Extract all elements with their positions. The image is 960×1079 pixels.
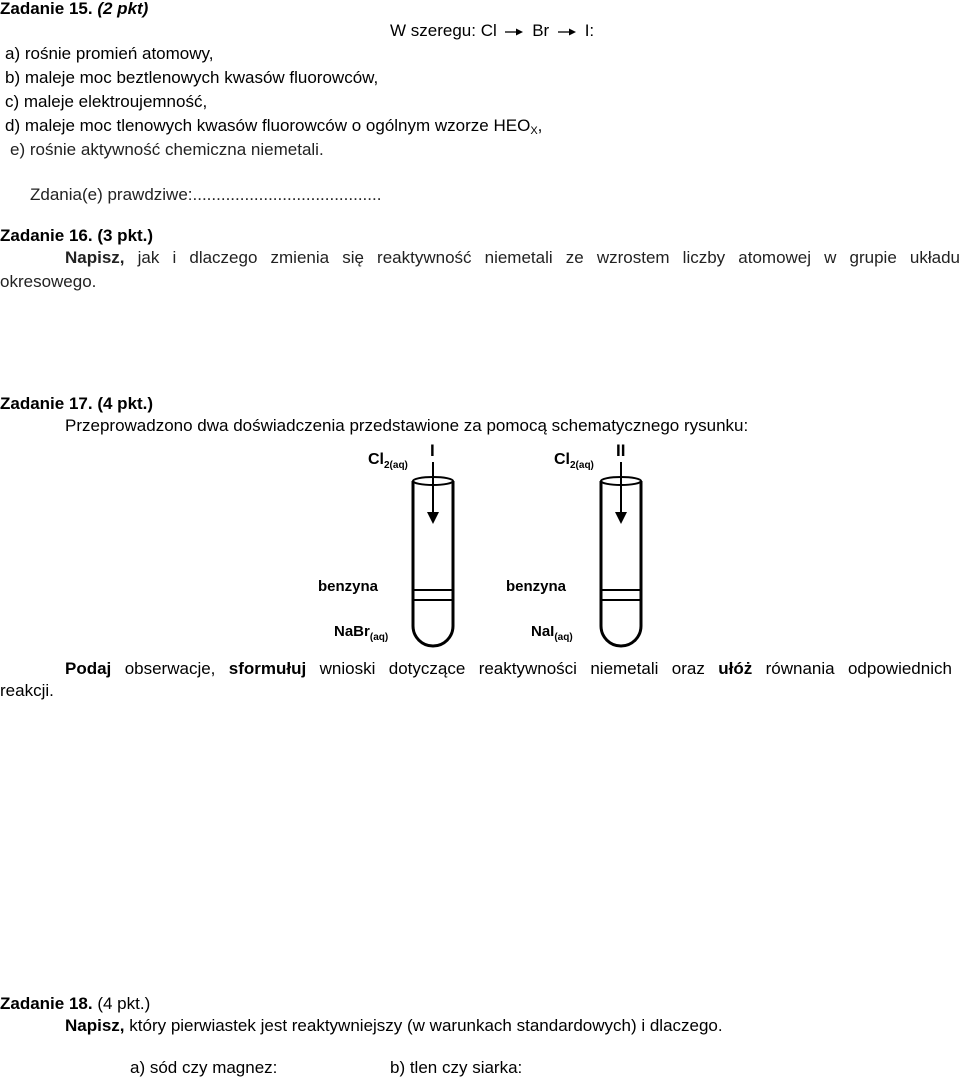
task16-text-line1 [65, 249, 960, 266]
test-tube-i [318, 441, 453, 646]
task17-text1: obserwacje, [124, 659, 216, 678]
task16-title: Zadanie 16. [0, 226, 93, 245]
arrow-down-icon [427, 512, 439, 524]
task18-instruction [65, 1017, 723, 1034]
task17-points: (4 pkt.) [97, 394, 154, 413]
task17-verb-podaj: Podaj [65, 659, 112, 678]
task18-option-a: a) sód czy magnez: [130, 1058, 278, 1077]
series-i: I: [584, 21, 595, 40]
tube1-label: I [430, 441, 435, 460]
task16-text-line2: okresowego. [0, 272, 97, 291]
task17-verb-sformuluj: sformułuj [228, 659, 307, 678]
task15-heading [0, 0, 148, 17]
task17-intro: Przeprowadzono dwa doświadczenia przedstawione za pomocą schematycznego rysunku: [65, 416, 749, 435]
tube2-label: II [616, 441, 626, 460]
task18-heading [0, 995, 150, 1012]
task16-line1: jak i dlaczego zmienia się reaktywność niemetali ze wzrostem liczby atomowej w grupie układu [137, 248, 960, 267]
task16-verb: Napisz, [65, 248, 125, 267]
tube2-upper-layer-label: benzyna [506, 578, 567, 595]
tube1-upper-layer-label: benzyna [318, 578, 379, 595]
task15-item-a: a) rośnie promień atomowy, [5, 44, 214, 63]
task17-text3: równania odpowiednich [765, 659, 952, 678]
tube2-bottom-label: NaI$_{(aq)}$ [531, 623, 573, 643]
task17-instruction-line2: reakcji. [0, 681, 54, 700]
task15-item-d [5, 117, 542, 137]
task15-item-d-text: d) maleje moc tlenowych kwasów fluorowców o ogólnym wzorze HEO [5, 116, 531, 135]
task16-points: (3 pkt.) [97, 226, 154, 245]
task16-heading [0, 227, 153, 244]
tube2-reagent: $Cl_{2(aq)}$ [554, 451, 594, 471]
task15-answer-prompt: Zdania(e) prawdziwe:........................................ [30, 185, 382, 204]
task18-text: który pierwiastek jest reaktywniejszy (w warunkach standardowych) i dlaczego. [129, 1016, 723, 1035]
tube1-bottom-label: NaBr$_{(aq)}$ [334, 623, 389, 643]
task18-points: (4 pkt.) [97, 994, 151, 1013]
task18-option-b: b) tlen czy siarka: [390, 1058, 523, 1077]
series-prefix: W szeregu: Cl [390, 21, 497, 40]
task17-text2: wnioski dotyczące reaktywności niemetali oraz [319, 659, 705, 678]
tube1-reagent: $Cl_{2(aq)}$ [368, 451, 408, 471]
task18-verb: Napisz, [65, 1016, 125, 1035]
series-br: Br [532, 21, 550, 40]
task15-points: (2 pkt) [97, 0, 149, 18]
test-tube-ii [506, 441, 641, 646]
task15-item-d-subscript: X [530, 125, 538, 137]
arrow-down-icon [615, 512, 627, 524]
task17-heading [0, 395, 153, 412]
task15-title: Zadanie 15. [0, 0, 93, 18]
task17-title: Zadanie 17. [0, 394, 93, 413]
task15-item-d-suffix: , [537, 116, 543, 135]
halogen-series [390, 22, 594, 40]
task17-verb-uloz: ułóż [718, 659, 753, 678]
task15-item-c: c) maleje elektroujemność, [5, 92, 208, 111]
task15-item-b: b) maleje moc beztlenowych kwasów fluorowców, [5, 68, 379, 87]
task18-title: Zadanie 18. [0, 994, 93, 1013]
task17-instruction-line1 [65, 660, 952, 677]
arrow-right-icon [505, 23, 523, 40]
task15-item-e: e) rośnie aktywność chemiczna niemetali. [10, 140, 324, 159]
arrow-right-icon [558, 23, 576, 40]
experiment-figure [300, 436, 660, 650]
